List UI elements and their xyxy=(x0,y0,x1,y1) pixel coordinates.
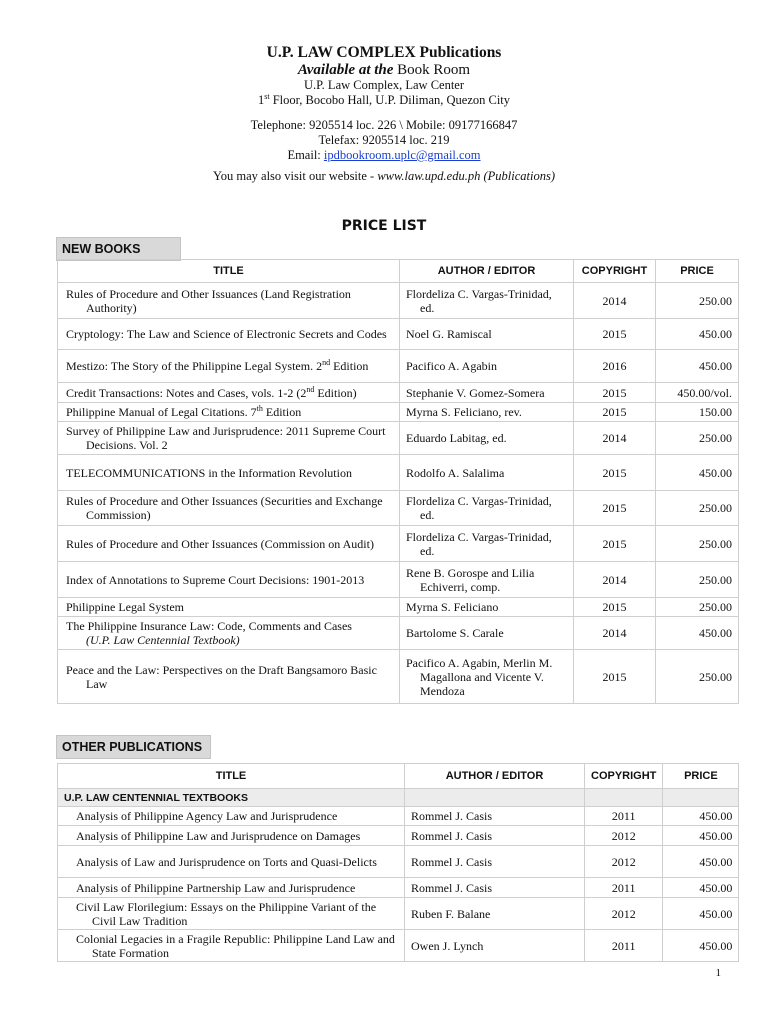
other-publications-section-label: OTHER PUBLICATIONS xyxy=(56,735,211,759)
book-copyright: 2011 xyxy=(585,807,663,826)
book-price: 250.00 xyxy=(656,526,739,562)
book-price: 450.00 xyxy=(663,930,739,962)
telephone-line: Telephone: 9205514 loc. 226 \ Mobile: 09177166847 xyxy=(250,118,518,132)
website-link: www.law.upd.edu.ph (Publications) xyxy=(377,169,555,183)
address-line-1: U.P. Law Complex, Law Center xyxy=(303,78,465,92)
book-title: Peace and the Law: Perspectives on the Draft Bangsamoro Basic Law xyxy=(66,662,377,691)
col-header-title: TITLE xyxy=(58,260,400,283)
publisher-title: U.P. LAW COMPLEX Publications xyxy=(266,44,502,61)
col-header-copyright: COPYRIGHT xyxy=(585,764,663,789)
book-price: 450.00/vol. xyxy=(656,383,739,403)
new-books-table xyxy=(57,259,739,704)
book-author: Rommel J. Casis xyxy=(411,854,493,869)
telefax-line: Telefax: 9205514 loc. 219 xyxy=(318,133,450,147)
book-title: Philippine Legal System xyxy=(66,600,184,614)
book-author: Bartolome S. Carale xyxy=(406,626,504,640)
table-row xyxy=(58,283,739,319)
availability-line: Available at the Book Room xyxy=(297,62,471,78)
book-author: Eduardo Labitag, ed. xyxy=(406,431,507,445)
table-row xyxy=(58,930,739,962)
col-header-price: PRICE xyxy=(663,764,739,789)
other-publications-table xyxy=(57,763,739,962)
book-author: Pacifico A. Agabin xyxy=(406,359,497,373)
table-row xyxy=(58,455,739,491)
book-copyright: 2015 xyxy=(574,455,656,491)
book-copyright: 2015 xyxy=(574,319,656,350)
book-copyright: 2011 xyxy=(585,930,663,962)
address-line-2: 1st Floor, Bocobo Hall, U.P. Diliman, Quezon City xyxy=(257,91,511,107)
col-header-copyright: COPYRIGHT xyxy=(574,260,656,283)
table-row xyxy=(58,650,739,704)
table-row xyxy=(58,826,739,846)
book-title: Analysis of Philippine Law and Jurisprudence on Damages xyxy=(76,828,361,843)
book-price: 450.00 xyxy=(656,455,739,491)
book-copyright: 2014 xyxy=(574,562,656,598)
table-header-row xyxy=(58,260,739,283)
book-title: Colonial Legacies in a Fragile Republic: Philippine Land Law and State Formation xyxy=(76,931,395,960)
book-price: 250.00 xyxy=(656,283,739,319)
table-row xyxy=(58,422,739,455)
table-row xyxy=(58,562,739,598)
book-title: Civil Law Florilegium: Essays on the Philippine Variant of the Civil Law Tradition xyxy=(76,899,377,928)
price-list-heading: PRICE LIST xyxy=(341,218,427,234)
page-number: 1 xyxy=(715,967,721,979)
table-header-row xyxy=(58,764,739,789)
book-price: 250.00 xyxy=(656,598,739,617)
book-author: Ruben F. Balane xyxy=(411,906,491,921)
table-row xyxy=(58,403,739,422)
table-row xyxy=(58,350,739,383)
book-copyright: 2014 xyxy=(574,283,656,319)
book-author: Flordeliza C. Vargas-Trinidad, ed. xyxy=(406,494,552,522)
book-copyright: 2011 xyxy=(585,878,663,898)
book-price: 250.00 xyxy=(656,650,739,704)
book-title: Credit Transactions: Notes and Cases, vols. 1-2 (2nd Edition) xyxy=(66,384,357,400)
book-copyright: 2015 xyxy=(574,403,656,422)
book-price: 450.00 xyxy=(656,319,739,350)
book-title: Rules of Procedure and Other Issuances (Commission on Audit) xyxy=(66,536,374,551)
new-books-section-label: NEW BOOKS xyxy=(56,237,181,261)
book-author: Flordeliza C. Vargas-Trinidad, ed. xyxy=(406,286,552,315)
book-author: Myrna S. Feliciano xyxy=(406,600,499,614)
book-title: Philippine Manual of Legal Citations. 7th Edition xyxy=(66,404,302,419)
book-title: Rules of Procedure and Other Issuances (Securities and Exchange Commission) xyxy=(66,494,383,522)
book-copyright: 2015 xyxy=(574,526,656,562)
category-row xyxy=(58,789,739,807)
book-author: Myrna S. Feliciano, rev. xyxy=(406,405,522,419)
book-author: Rommel J. Casis xyxy=(411,828,493,843)
table-row xyxy=(58,598,739,617)
book-copyright: 2012 xyxy=(585,826,663,846)
book-price: 450.00 xyxy=(663,826,739,846)
book-copyright: 2015 xyxy=(574,598,656,617)
table-row xyxy=(58,898,739,930)
table-row xyxy=(58,383,739,403)
book-title: Index of Annotations to Supreme Court Decisions: 1901-2013 xyxy=(66,572,365,587)
book-price: 250.00 xyxy=(656,491,739,526)
book-copyright: 2016 xyxy=(574,350,656,383)
book-copyright: 2014 xyxy=(574,617,656,650)
table-row xyxy=(58,526,739,562)
email-line: Email: ipdbookroom.uplc@gmail.com xyxy=(287,148,481,162)
book-author: Rodolfo A. Salalima xyxy=(406,465,505,480)
book-price: 450.00 xyxy=(663,898,739,930)
book-title: Survey of Philippine Law and Jurisprudence: 2011 Supreme Court Decisions. Vol. 2 xyxy=(66,424,386,452)
book-price: 450.00 xyxy=(663,878,739,898)
book-price: 250.00 xyxy=(656,422,739,455)
book-title: Mestizo: The Story of the Philippine Legal System. 2nd Edition xyxy=(66,358,369,373)
col-header-author: AUTHOR / EDITOR xyxy=(405,764,585,789)
book-author: Flordeliza C. Vargas-Trinidad, ed. xyxy=(406,529,552,558)
table-row xyxy=(58,807,739,826)
website-line: You may also visit our website - www.law.upd.edu.ph (Publications) xyxy=(212,169,555,183)
book-title: Rules of Procedure and Other Issuances (Land Registration Authority) xyxy=(66,286,351,315)
book-price: 450.00 xyxy=(656,350,739,383)
book-title: TELECOMMUNICATIONS in the Information Revolution xyxy=(66,465,352,480)
book-price: 450.00 xyxy=(663,846,739,878)
table-row xyxy=(58,319,739,350)
book-author: Stephanie V. Gomez-Somera xyxy=(406,385,545,400)
book-title: Analysis of Philippine Agency Law and Jurisprudence xyxy=(76,809,338,823)
book-title-note: (U.P. Law Centennial Textbook) xyxy=(86,633,240,647)
book-copyright: 2012 xyxy=(585,898,663,930)
book-price: 450.00 xyxy=(656,617,739,650)
book-title: Analysis of Philippine Partnership Law and Jurisprudence xyxy=(76,880,356,895)
book-title: Cryptology: The Law and Science of Electronic Secrets and Codes xyxy=(66,327,387,341)
col-header-price: PRICE xyxy=(656,260,739,283)
book-author: Rommel J. Casis xyxy=(411,880,493,895)
letterhead xyxy=(0,44,768,184)
table-row xyxy=(58,491,739,526)
book-price: 450.00 xyxy=(663,807,739,826)
book-copyright: 2014 xyxy=(574,422,656,455)
col-header-author: AUTHOR / EDITOR xyxy=(400,260,574,283)
book-price: 150.00 xyxy=(656,403,739,422)
table-row xyxy=(58,878,739,898)
table-row xyxy=(58,617,739,650)
book-author: Noel G. Ramiscal xyxy=(406,327,492,341)
book-author: Rene B. Gorospe and Lilia Echiverri, comp. xyxy=(406,565,535,594)
book-author: Owen J. Lynch xyxy=(411,938,484,953)
book-title: The Philippine Insurance Law: Code, Comments and Cases (U.P. Law Centennial Textbook) xyxy=(66,619,352,647)
book-title: Analysis of Law and Jurisprudence on Torts and Quasi-Delicts xyxy=(76,854,377,869)
book-author: Pacifico A. Agabin, Merlin M. Magallona and Vicente V. Mendoza xyxy=(406,655,553,698)
table-row xyxy=(58,846,739,878)
book-author: Rommel J. Casis xyxy=(411,809,493,823)
book-copyright: 2012 xyxy=(585,846,663,878)
category-label: U.P. LAW CENTENNIAL TEXTBOOKS xyxy=(58,789,405,807)
book-copyright: 2015 xyxy=(574,383,656,403)
book-copyright: 2015 xyxy=(574,491,656,526)
book-price: 250.00 xyxy=(656,562,739,598)
email-link[interactable]: ipdbookroom.uplc@gmail.com xyxy=(323,148,481,162)
book-copyright: 2015 xyxy=(574,650,656,704)
col-header-title: TITLE xyxy=(58,764,405,789)
